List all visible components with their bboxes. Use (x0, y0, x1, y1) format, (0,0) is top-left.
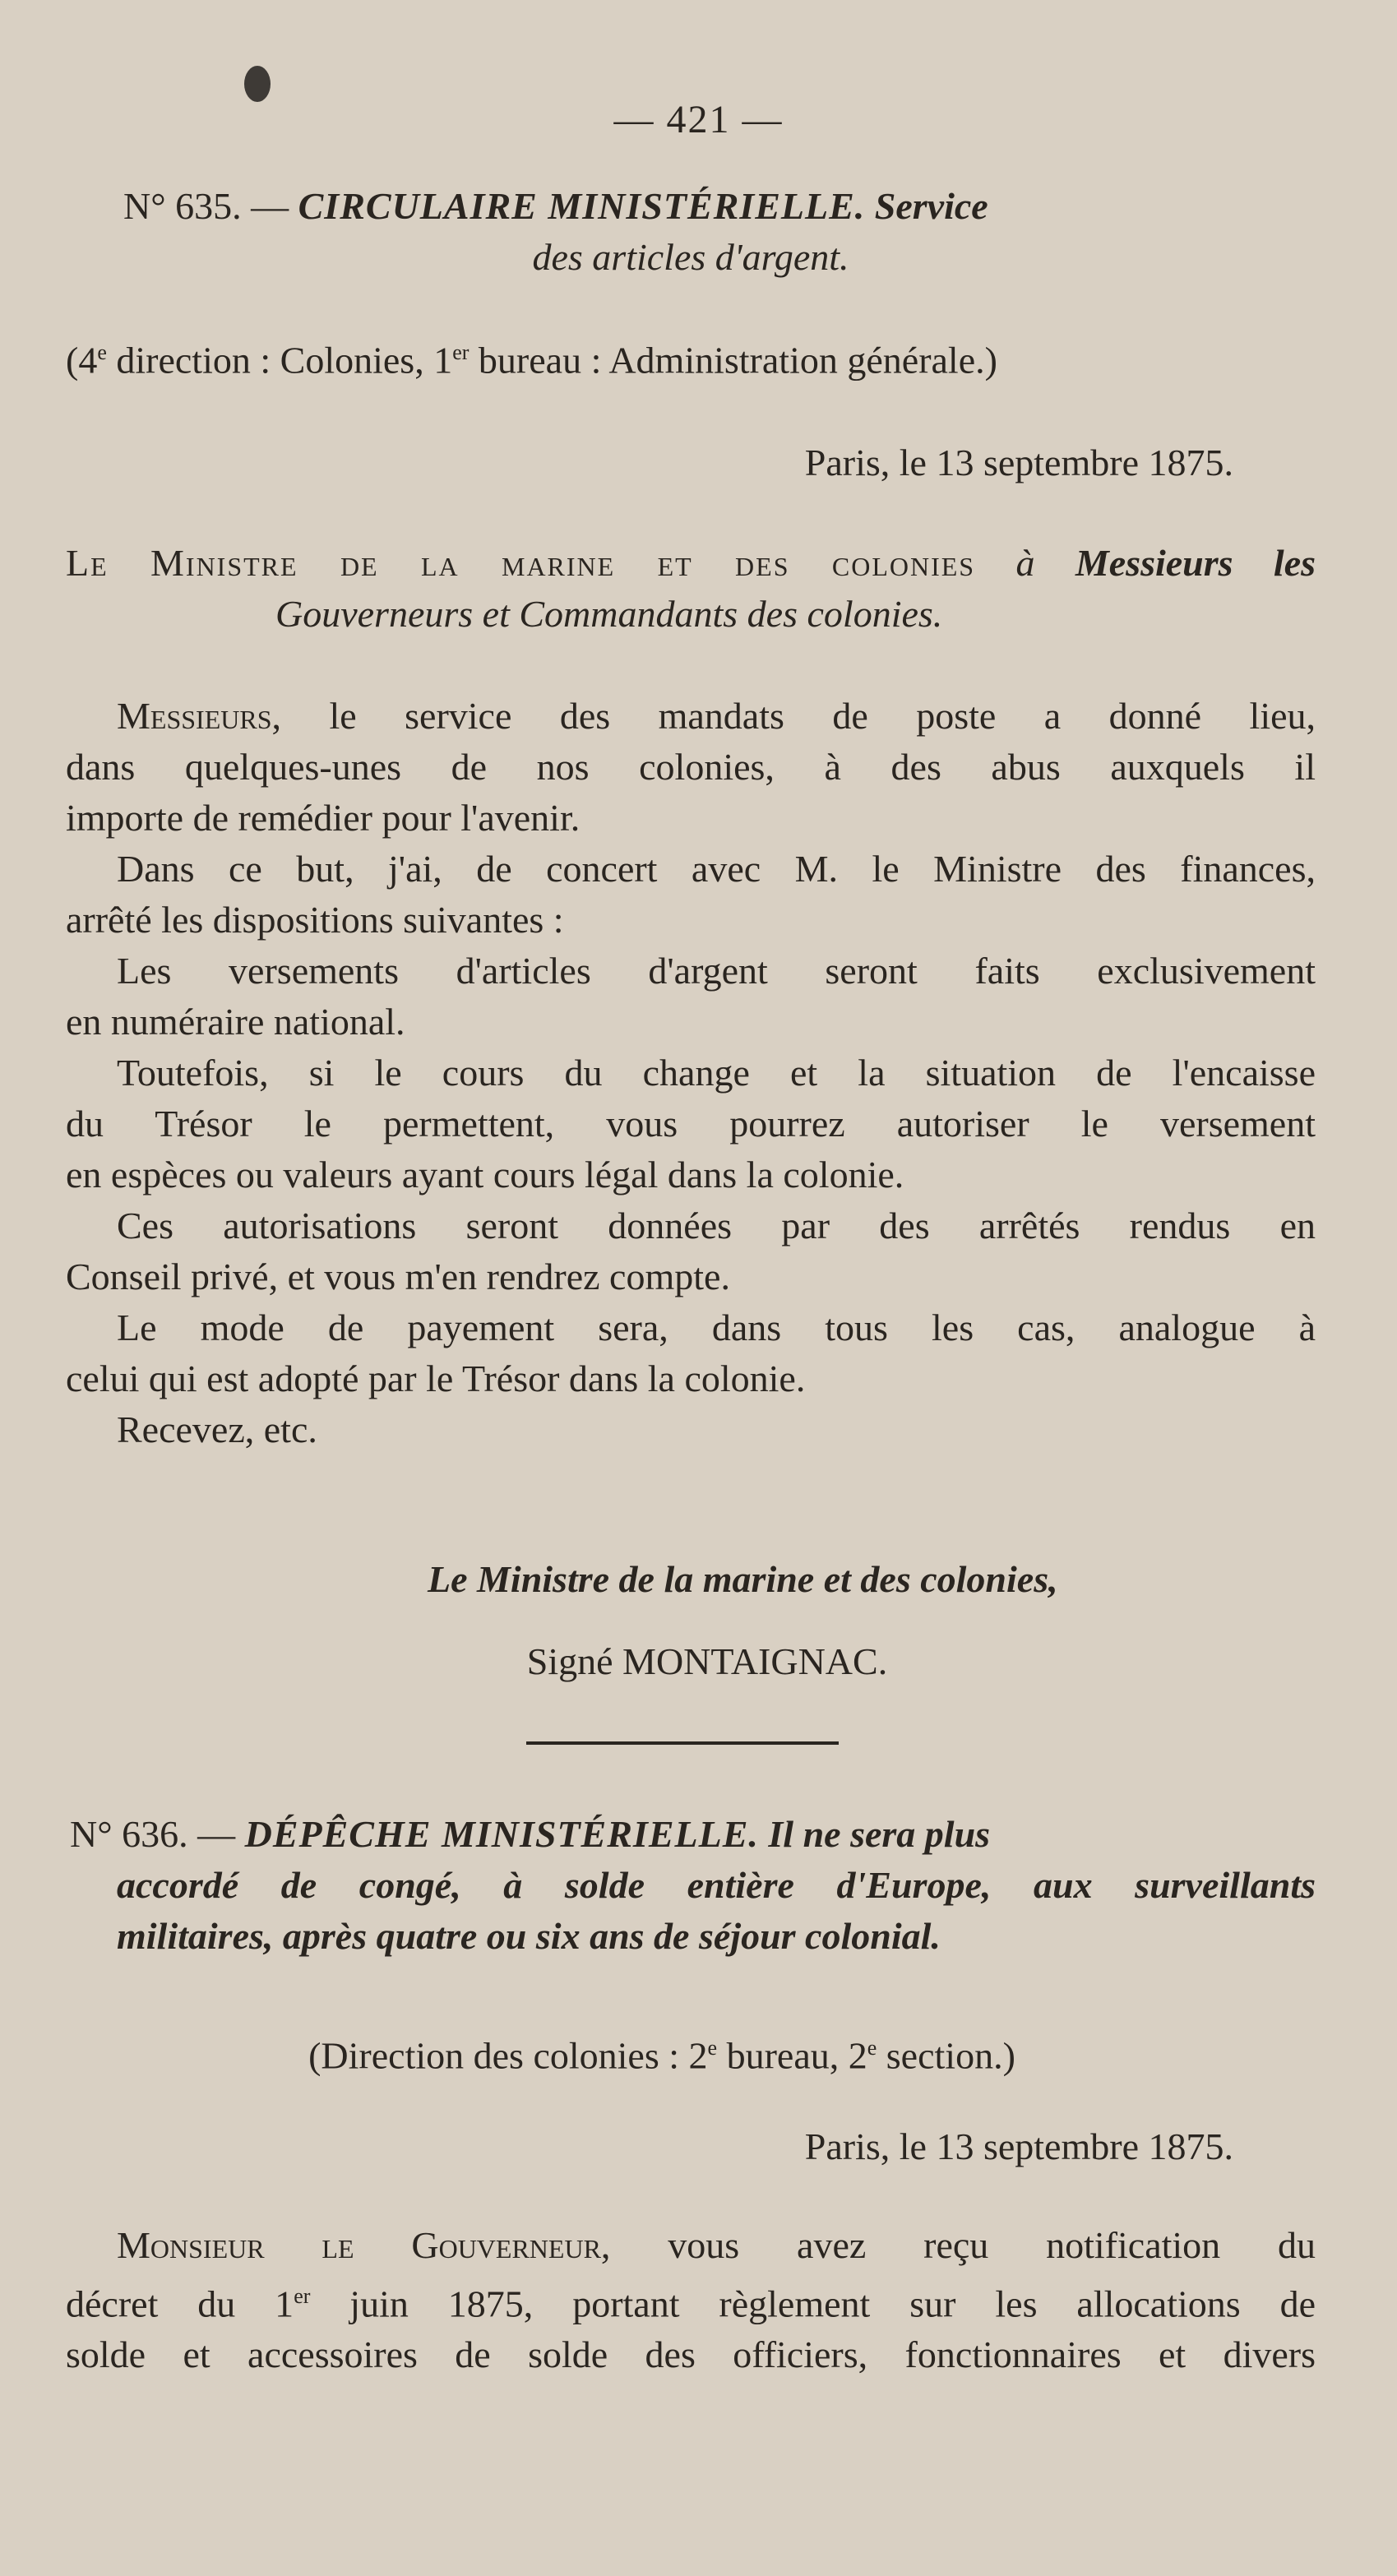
s636-p1-l1: Monsieur le Gouverneur, vous avez reçu notification du (117, 2224, 1316, 2266)
section-635 (66, 181, 1316, 283)
s635-subject-2: des articles d'argent. (532, 236, 849, 278)
s635-title-line (66, 181, 1316, 232)
s635-date-block (66, 437, 1316, 488)
s635-signature: Signé MONTAIGNAC. (526, 1640, 888, 1682)
s635-address-line-2: Gouverneurs et Commandants des colonies. (275, 593, 943, 635)
s635-heading: CIRCULAIRE MINISTÉRIELLE. (298, 185, 866, 227)
s635-signature-block (66, 1554, 1316, 1605)
s635-address-line-1: Le Ministre de la marine et des colonies à Messieurs les (66, 542, 1316, 584)
s635-closing: Recevez, etc. (117, 1408, 317, 1450)
s636-subject-1: Il ne sera plus (768, 1813, 991, 1855)
s635-number: N° 635. — (123, 185, 289, 227)
s635-p3-l2: en numéraire national. (66, 1001, 405, 1043)
s635-p6-l2: celui qui est adopté par le Trésor dans la colonie. (66, 1357, 806, 1399)
s635-subject-1: Service (874, 185, 988, 227)
s635-date: Paris, le 13 septembre 1875. (804, 442, 1233, 483)
s636-p1-l3: solde et accessoires de solde des officiers, fonctionnaires et divers (66, 2333, 1316, 2376)
s635-direction-line: (4e direction : Colonies, 1er bureau : Administration générale.) (66, 339, 997, 382)
s636-title-line (66, 1809, 1316, 1860)
s635-p4-l3: en espèces ou valeurs ayant cours légal dans la colonie. (66, 1154, 904, 1196)
s635-address (66, 538, 1316, 640)
s635-p4-l1: Toutefois, si le cours du change et la situation de l'encaisse (117, 1052, 1316, 1094)
s635-p5-l1: Ces autorisations seront données par des arrêtés rendus en (117, 1205, 1316, 1246)
s636-date: Paris, le 13 septembre 1875. (804, 2125, 1233, 2167)
s635-p2-l2: arrêté les dispositions suivantes : (66, 899, 564, 941)
s636-direction-line: (Direction des colonies : 2e bureau, 2e section.) (308, 2034, 1015, 2077)
s635-p4-l2: du Trésor le permettent, vous pourrez autoriser le versement (66, 1103, 1316, 1145)
s635-signoff: Le Ministre de la marine et des colonies, (428, 1558, 1058, 1600)
s636-body (66, 2220, 1316, 2380)
s636-heading: DÉPÊCHE MINISTÉRIELLE. (244, 1813, 759, 1855)
s635-direction (66, 327, 1316, 386)
s636-number: N° 636. — (70, 1813, 236, 1855)
s635-p1-l2: dans quelques-unes de nos colonies, à des abus auxquels il (66, 746, 1316, 788)
s636-direction (66, 2023, 1316, 2081)
s636-p1-l2: décret du 1er juin 1875, portant règlement sur les allocations de (66, 2282, 1316, 2325)
s635-p5-l2: Conseil privé, et vous m'en rendrez compte. (66, 1256, 730, 1297)
s635-p1-l3: importe de remédier pour l'avenir. (66, 797, 581, 839)
s635-body (66, 691, 1316, 1455)
s636-date-block (66, 2121, 1316, 2172)
section-divider (526, 1741, 839, 1745)
s635-p2-l1: Dans ce but, j'ai, de concert avec M. le Ministre des finances, (117, 848, 1316, 890)
s635-signature-wrap (66, 1636, 1316, 1687)
s635-p3-l1: Les versements d'articles d'argent seront faits exclusivement (117, 950, 1316, 992)
s635-p6-l1: Le mode de payement sera, dans tous les cas, analogue à (117, 1306, 1316, 1348)
section-636 (66, 1809, 1316, 1962)
page-number: — 421 — (613, 98, 784, 141)
s635-p1-l1: Messieurs, le service des mandats de poste a donné lieu, (117, 695, 1316, 737)
s636-subject-3: militaires, après quatre ou six ans de séjour colonial. (117, 1915, 941, 1957)
s636-subject-2: accordé de congé, à solde entière d'Europe, aux surveillants (117, 1864, 1316, 1906)
